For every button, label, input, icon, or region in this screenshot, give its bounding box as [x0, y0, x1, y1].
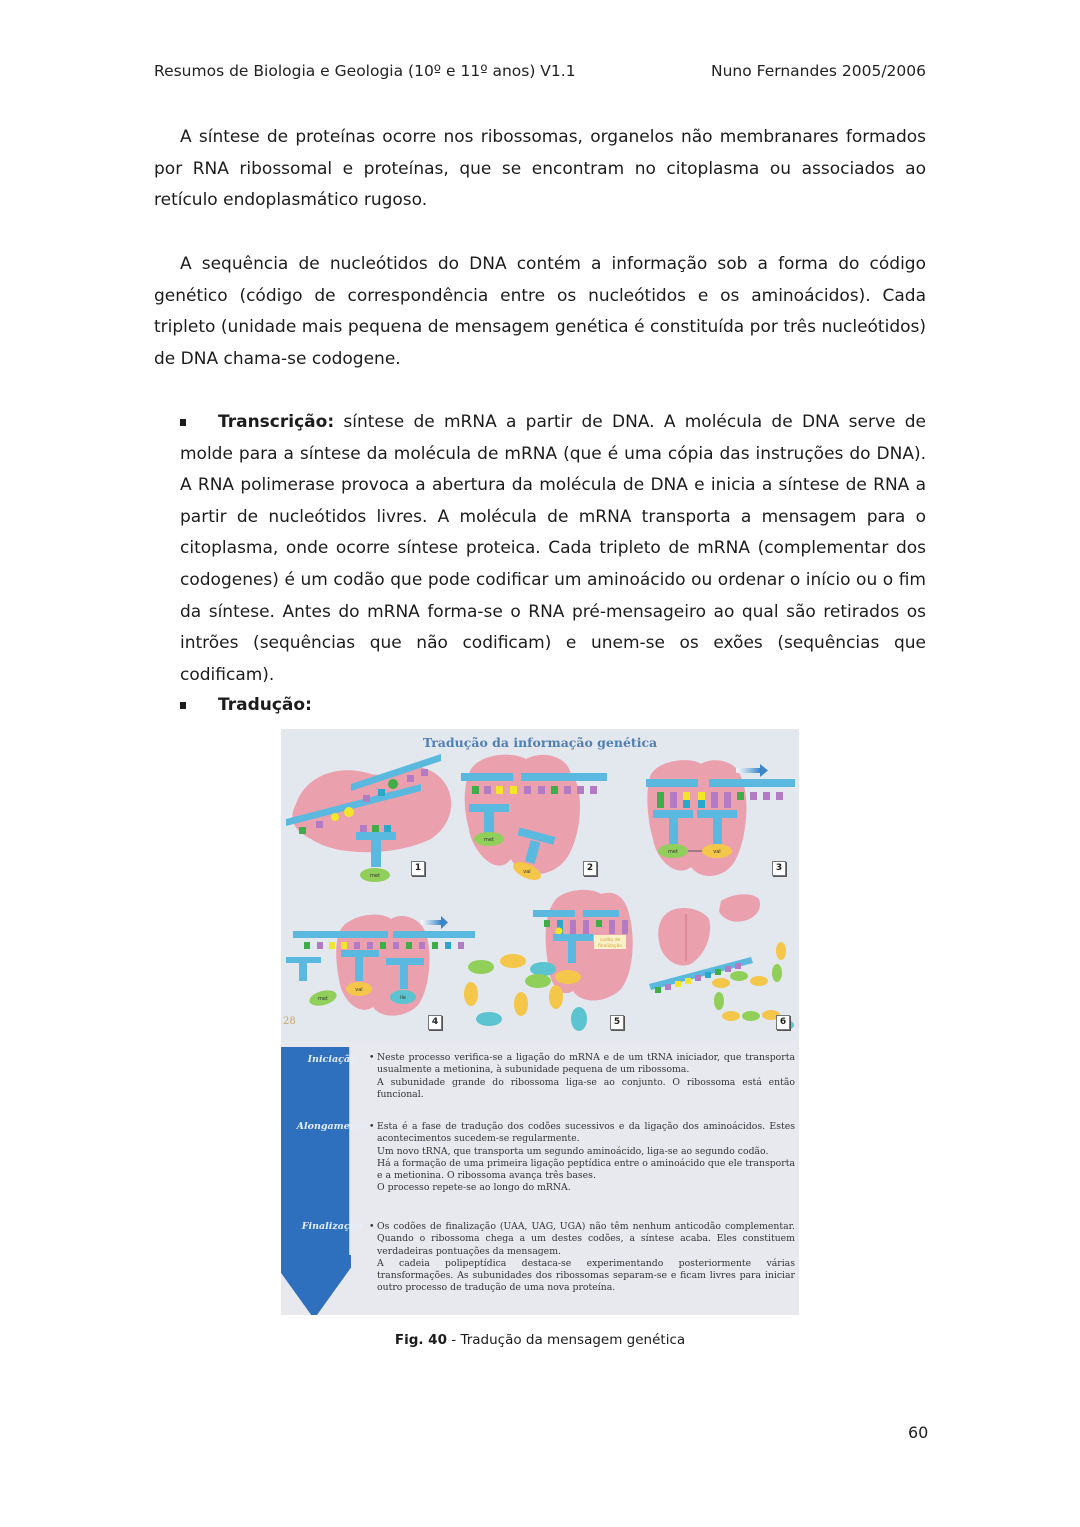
term-translation: Tradução: [218, 695, 312, 715]
step-text-initiation: • Neste processo verifica-se a ligação do mRNA e de um tRNA iniciador, que transporta usualmente a metionina, à subunidade pequena de um ribossoma. A subunidade grande do ribossoma liga-se ao conjunto. O ribossoma está então funcional. [369, 1052, 795, 1100]
translation-steps [281, 1041, 799, 1315]
panel-number-6: 6 [776, 1015, 790, 1030]
svg-text:val: val [713, 849, 721, 855]
figure-title: Tradução da informação genética [422, 735, 658, 750]
svg-text:val: val [355, 987, 363, 993]
panel-6 [649, 894, 794, 1030]
panel-3 [646, 760, 795, 876]
svg-text:met: met [668, 849, 678, 855]
svg-text:codão de: codão de [599, 938, 621, 943]
bullet-translation [180, 690, 926, 722]
panel-5 [464, 890, 633, 1031]
step-text-termination: • Os codões de finalização (UAA, UAG, UGA) não têm nenhum anticodão complementar. Quando o ribossoma chega a um destes codões, a síntese acaba. Eles constituem verdadeiras pontuações da mensagem. A cadeia polipeptídica destaca-se experimentando posteriormente várias transformações. As subunidades dos ribossomas separam-se e ficam livres para iniciar outro processo de tradução de uma nova proteína. [369, 1221, 795, 1294]
panel-4 [286, 915, 475, 1016]
panel-number-3: 3 [772, 861, 786, 876]
panel-number-1: 1 [411, 861, 425, 876]
panel-number-4: 4 [428, 1015, 442, 1030]
step-label-initiation: Iniciação [307, 1054, 357, 1065]
page-number: 60 [908, 1423, 929, 1442]
step-label-elongation: Alongamento [296, 1121, 368, 1132]
page-header [154, 62, 926, 84]
svg-text:ile: ile [400, 995, 406, 1001]
transcription-text: síntese de mRNA a partir de DNA. A molécula de DNA serve de molde para a síntese da molécula de mRNA (que é uma cópia das instruções do DNA). A RNA polimerase provoca a abertura da molécula de DNA e inicia a síntese de RNA a partir de nucleótidos livres. A molécula de mRNA transporta a mensagem para o citoplasma, onde ocorre síntese proteica. Cada tripleto de mRNA (complementar dos codogenes) é um codão que pode codificar um aminoácido ou ordenar o início ou o fim da síntese. Antes do mRNA forma-se o RNA pré-mensageiro ao qual são retirados os intrões (sequências que não codificam) e unem-se os exões (sequências que codificam). [180, 412, 926, 685]
caption-label: Fig. 40 [394, 1332, 447, 1348]
svg-text:finalização: finalização [597, 944, 623, 949]
svg-text:met: met [370, 873, 380, 879]
process-arrow-icon [281, 1047, 351, 1315]
translation-figure [281, 729, 799, 1315]
header-title: Resumos de Biologia e Geologia (10º e 11º anos) V1.1 [154, 62, 576, 80]
caption-text: Tradução da mensagem genética [460, 1332, 686, 1348]
bullet-square-icon [180, 419, 186, 426]
paragraph-ribosomes: A síntese de proteínas ocorre nos ribossomas, organelos não membranares formados por RNA ribossomal e proteínas, que se encontram no citoplasma ou associados ao retículo endoplasmático rugoso. [154, 127, 926, 211]
panel-number-2: 2 [583, 861, 597, 876]
panel-number-5: 5 [610, 1015, 624, 1030]
source-page-number: 28 [283, 1016, 296, 1027]
svg-text:met: met [484, 837, 494, 843]
panel-1 [286, 754, 451, 882]
bullet-transcription [180, 407, 926, 691]
svg-text:val: val [523, 869, 531, 875]
paragraph-genetic-code: A sequência de nucleótidos do DNA contém a informação sob a forma do código genético (código de correspondência entre os nucleótidos e os aminoácidos). Cada tripleto (unidade mais pequena de mensagem genética é constituída por três nucleótidos) de DNA chama-se codogene. [154, 254, 926, 369]
svg-text:met: met [318, 996, 328, 1002]
header-author: Nuno Fernandes 2005/2006 [711, 62, 926, 80]
term-transcription: Transcrição: [218, 412, 335, 432]
step-label-termination: Finalização [301, 1221, 363, 1232]
bullet-square-icon [180, 702, 186, 709]
translation-diagram [281, 729, 799, 1041]
step-text-elongation: • Esta é a fase de tradução dos codões sucessivos e da ligação dos aminoácidos. Estes acontecimentos sucedem-se regularmente. Um novo tRNA, que transporta um segundo aminoácido, liga-se ao segundo codão. Há a formação de uma primeira ligação peptídica entre o aminoácido que ele transporta e a metionina. O ribossoma avança três bases. O processo repete-se ao longo do mRNA. [369, 1121, 795, 1194]
figure-caption: Fig. 40 - Tradução da mensagem genética [394, 1332, 686, 1348]
